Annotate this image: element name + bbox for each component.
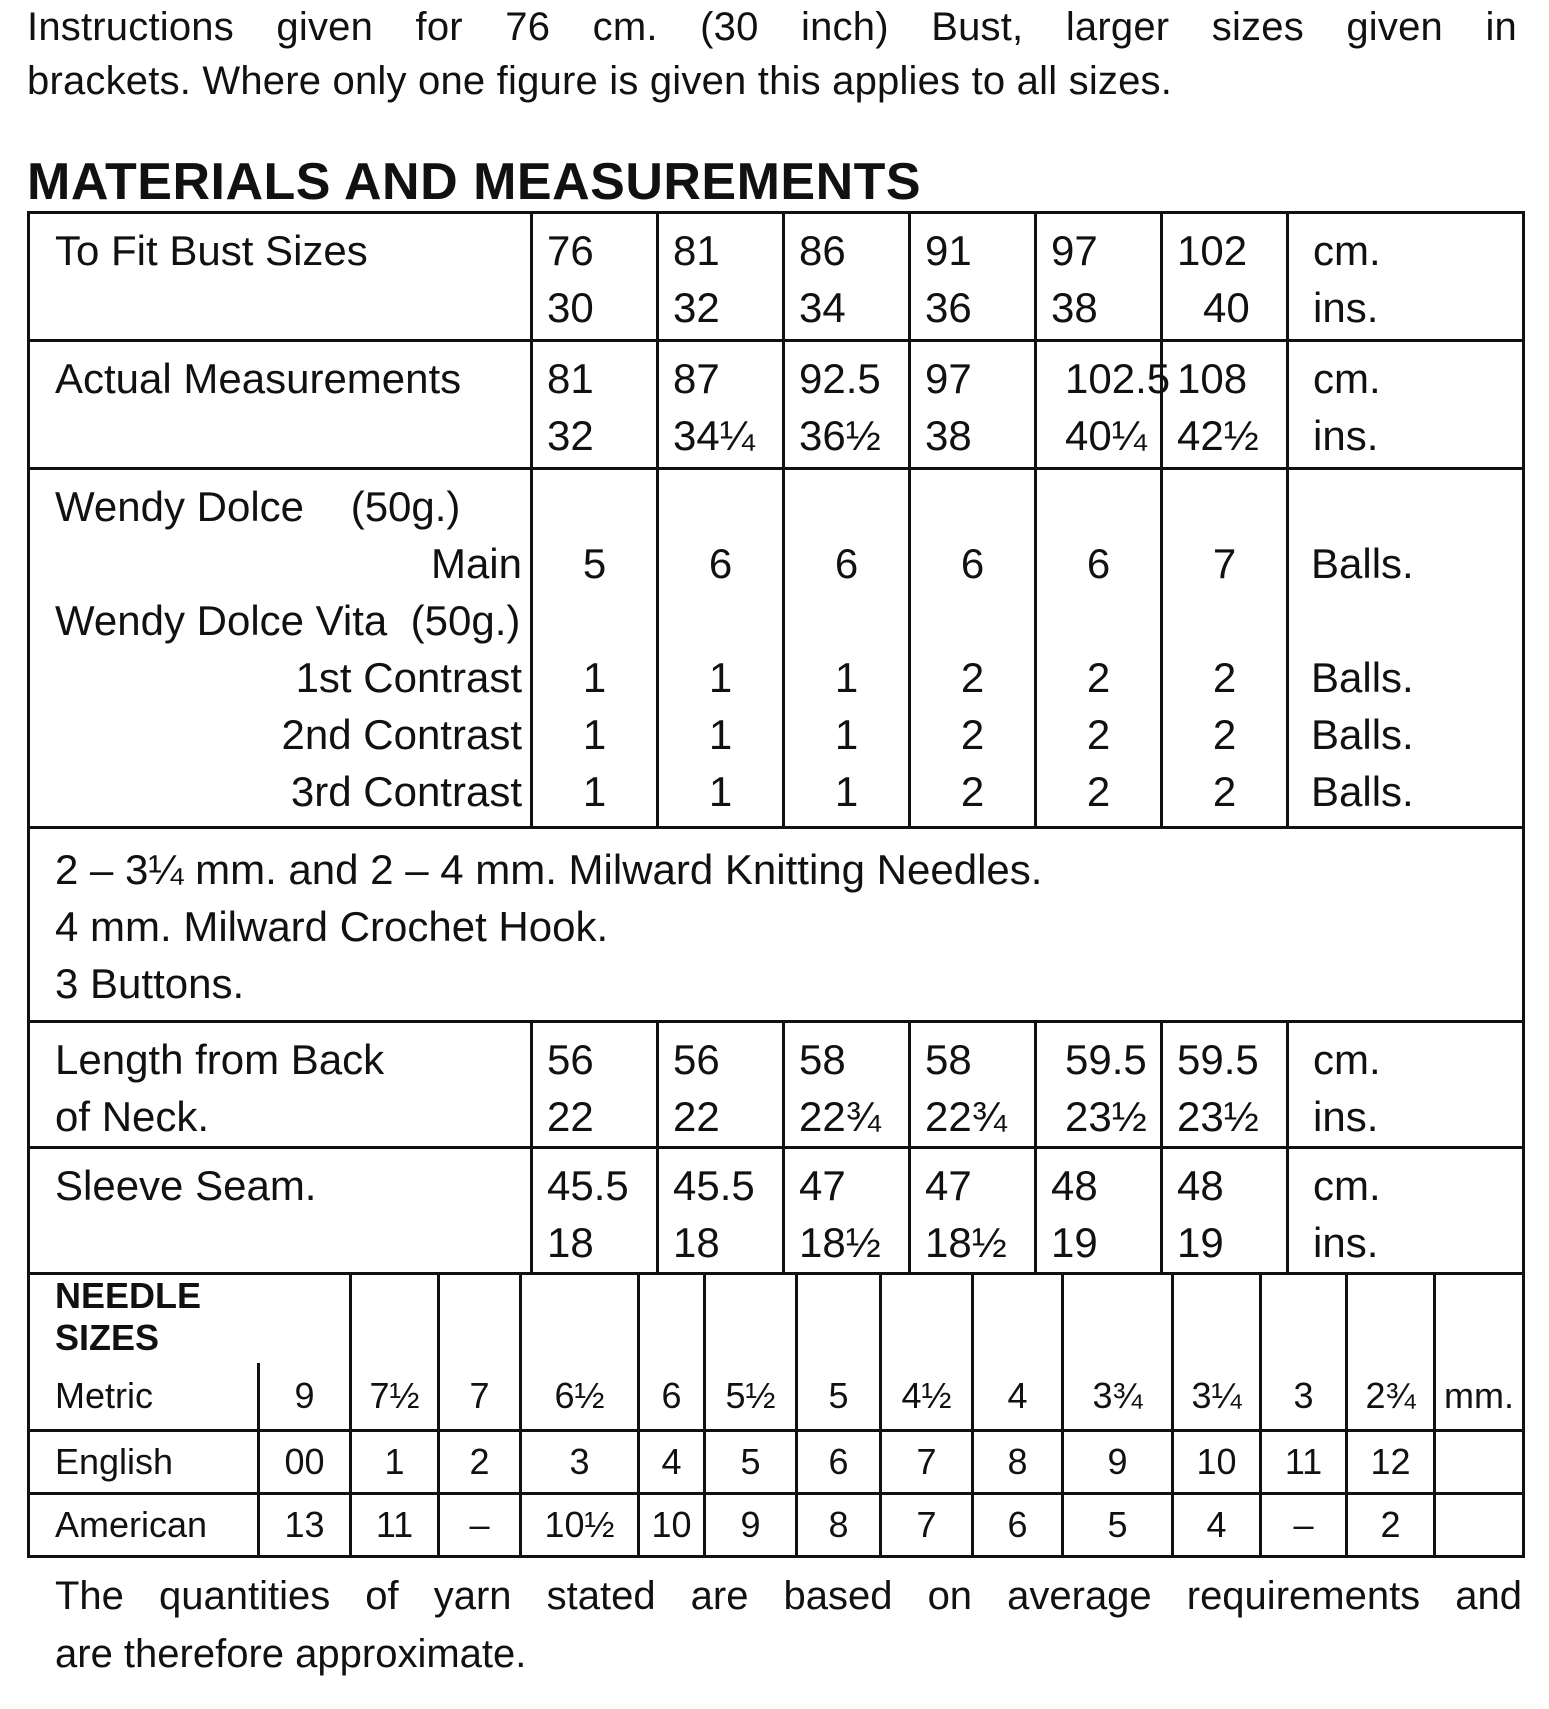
- metric-size: 7½: [351, 1363, 439, 1431]
- c3-balls: 1: [834, 768, 859, 815]
- metric-size: 4½: [881, 1363, 973, 1431]
- english-size: 12: [1347, 1431, 1435, 1494]
- metric-size: 6½: [521, 1363, 639, 1431]
- length-cm: 56: [673, 1036, 720, 1083]
- english-label: English: [29, 1431, 259, 1494]
- length-cm: 59.5: [1065, 1036, 1147, 1083]
- main-balls: 6: [1086, 540, 1111, 587]
- yarn-size-2: [658, 469, 784, 828]
- actual-size-4: [910, 341, 1036, 469]
- actual-label: Actual Measurements: [29, 341, 532, 469]
- length-ins: 22: [547, 1093, 594, 1140]
- metric-size: 3¾: [1063, 1363, 1173, 1431]
- intro-line-2: brackets. Where only one figure is given this applies to all sizes.: [27, 59, 1173, 103]
- needle-english-row: [29, 1431, 1524, 1494]
- contrast-1-label: 1st Contrast: [295, 654, 522, 701]
- length-label: [29, 1022, 532, 1148]
- actual-size-3: [784, 341, 910, 469]
- bust-cm: 91: [925, 227, 972, 274]
- needle-header-row: [29, 1274, 1524, 1364]
- balls-unit: Balls.: [1311, 711, 1414, 758]
- metric-size: 9: [259, 1363, 351, 1431]
- sleeve-size-2: [658, 1148, 784, 1274]
- english-size: 5: [705, 1431, 797, 1494]
- equipment-row: [29, 828, 1524, 1022]
- actual-row: [29, 341, 1524, 469]
- metric-size: 2¾: [1347, 1363, 1435, 1431]
- sleeve-ins: 18½: [799, 1219, 881, 1266]
- bust-label: To Fit Bust Sizes: [29, 213, 532, 341]
- actual-ins: 32: [547, 412, 594, 459]
- c1-balls: 1: [708, 654, 733, 701]
- bust-units: [1288, 213, 1524, 341]
- metric-size: 3¼: [1173, 1363, 1261, 1431]
- sleeve-ins: 18: [547, 1219, 594, 1266]
- c2-balls: 2: [960, 711, 985, 758]
- length-size-5: [1036, 1022, 1162, 1148]
- american-size: 2: [1347, 1494, 1435, 1557]
- equipment-line-2: 4 mm. Milward Crochet Hook.: [55, 903, 609, 950]
- length-units: [1288, 1022, 1524, 1148]
- bust-ins: 32: [673, 284, 720, 331]
- english-size: 11: [1261, 1431, 1347, 1494]
- actual-ins: 36½: [799, 412, 881, 459]
- c1-balls: 2: [1212, 654, 1237, 701]
- contrast-2-label: 2nd Contrast: [281, 711, 522, 758]
- yarn-size-3: [784, 469, 910, 828]
- length-label-2: of Neck.: [55, 1093, 210, 1140]
- actual-size-1: [532, 341, 658, 469]
- american-size: –: [1261, 1494, 1347, 1557]
- equipment-line-1: 2 – 3¼ mm. and 2 – 4 mm. Milward Knitting Needles.: [55, 846, 1043, 893]
- bust-ins: 38: [1051, 284, 1098, 331]
- american-size: 6: [973, 1494, 1063, 1557]
- length-label-1: Length from Back: [55, 1036, 385, 1083]
- unit-ins: ins.: [1313, 1219, 1379, 1266]
- bust-cm: 97: [1051, 227, 1098, 274]
- metric-label: Metric: [29, 1363, 259, 1431]
- length-cm: 59.5: [1177, 1036, 1259, 1083]
- bust-size-6: [1162, 213, 1288, 341]
- metric-size: 6: [639, 1363, 705, 1431]
- length-row: [29, 1022, 1524, 1148]
- vita-label: Wendy Dolce Vita: [55, 597, 388, 644]
- c1-balls: 2: [960, 654, 985, 701]
- c2-balls: 1: [834, 711, 859, 758]
- length-ins: 23½: [1177, 1093, 1259, 1140]
- needle-sizes-table: [27, 1272, 1525, 1558]
- intro-line-1: Instructions given for 76 cm. (30 inch) Bust, larger sizes given in: [27, 5, 1517, 49]
- length-size-4: [910, 1022, 1036, 1148]
- english-size: 9: [1063, 1431, 1173, 1494]
- c2-balls: 1: [582, 711, 607, 758]
- main-label: Main: [430, 540, 522, 587]
- metric-size: 5: [797, 1363, 881, 1431]
- sleeve-units: [1288, 1148, 1524, 1274]
- american-size: 5: [1063, 1494, 1173, 1557]
- actual-cm: 108: [1177, 355, 1248, 402]
- sleeve-cm: 48: [1051, 1162, 1098, 1209]
- sleeve-row: [29, 1148, 1524, 1274]
- bust-ins: 34: [799, 284, 846, 331]
- actual-size-2: [658, 341, 784, 469]
- american-size: 8: [797, 1494, 881, 1557]
- intro-text: [27, 0, 1517, 108]
- c2-balls: 1: [708, 711, 733, 758]
- yarn-size-5: [1036, 469, 1162, 828]
- english-size: 7: [881, 1431, 973, 1494]
- english-size: 00: [259, 1431, 351, 1494]
- sleeve-ins: 19: [1051, 1219, 1098, 1266]
- american-size: 13: [259, 1494, 351, 1557]
- unit-cm: cm.: [1313, 1162, 1381, 1209]
- bust-ins: 40: [1203, 284, 1250, 331]
- actual-ins: 42½: [1177, 412, 1259, 459]
- american-size: 7: [881, 1494, 973, 1557]
- bust-size-3: [784, 213, 910, 341]
- length-size-2: [658, 1022, 784, 1148]
- bust-size-4: [910, 213, 1036, 341]
- bust-size-5: [1036, 213, 1162, 341]
- sleeve-cm: 47: [799, 1162, 846, 1209]
- sleeve-ins: 19: [1177, 1219, 1224, 1266]
- unit-cm: cm.: [1313, 227, 1381, 274]
- english-size: 6: [797, 1431, 881, 1494]
- sleeve-size-1: [532, 1148, 658, 1274]
- equipment-list: [29, 828, 1524, 1022]
- yarn-units: [1288, 469, 1524, 828]
- english-size: 1: [351, 1431, 439, 1494]
- actual-size-6: [1162, 341, 1288, 469]
- c1-balls: 1: [582, 654, 607, 701]
- yarn-size-6: [1162, 469, 1288, 828]
- sleeve-ins: 18: [673, 1219, 720, 1266]
- page-title: MATERIALS AND MEASUREMENTS: [27, 153, 922, 211]
- balls-unit: Balls.: [1311, 768, 1414, 815]
- c3-balls: 2: [1086, 768, 1111, 815]
- length-cm: 58: [799, 1036, 846, 1083]
- c3-balls: 2: [1212, 768, 1237, 815]
- yarn-row: [29, 469, 1524, 828]
- english-size: 3: [521, 1431, 639, 1494]
- sleeve-ins: 18½: [925, 1219, 1007, 1266]
- sleeve-size-3: [784, 1148, 910, 1274]
- unit-cm: cm.: [1313, 355, 1381, 402]
- bust-size-2: [658, 213, 784, 341]
- length-size-6: [1162, 1022, 1288, 1148]
- american-size: 10: [639, 1494, 705, 1557]
- c2-balls: 2: [1086, 711, 1111, 758]
- c1-balls: 1: [834, 654, 859, 701]
- metric-size: 5½: [705, 1363, 797, 1431]
- main-balls: 6: [960, 540, 985, 587]
- bust-cm: 86: [799, 227, 846, 274]
- yarn-size-4: [910, 469, 1036, 828]
- metric-size: 4: [973, 1363, 1063, 1431]
- actual-size-5: [1036, 341, 1171, 469]
- metric-size: 3: [1261, 1363, 1347, 1431]
- needle-sizes-title: NEEDLE SIZES: [29, 1274, 259, 1364]
- bust-size-1: [532, 213, 658, 341]
- bust-cm: 102: [1177, 227, 1248, 274]
- c3-balls: 1: [582, 768, 607, 815]
- length-cm: 56: [547, 1036, 594, 1083]
- balls-unit: Balls.: [1311, 540, 1414, 587]
- english-size: 10: [1173, 1431, 1261, 1494]
- actual-ins: 38: [925, 412, 972, 459]
- bust-ins: 30: [547, 284, 594, 331]
- length-ins: 23½: [1065, 1093, 1147, 1140]
- c3-balls: 1: [708, 768, 733, 815]
- american-size: 10½: [521, 1494, 639, 1557]
- sleeve-size-4: [910, 1148, 1036, 1274]
- metric-size: 7: [439, 1363, 521, 1431]
- needle-american-row: [29, 1494, 1524, 1557]
- footnote-line-1: The quantities of yarn stated are based on average requirements and: [55, 1574, 1522, 1618]
- bust-ins: 36: [925, 284, 972, 331]
- c2-balls: 2: [1212, 711, 1237, 758]
- unit-ins: ins.: [1313, 1093, 1379, 1140]
- actual-units: [1288, 341, 1524, 469]
- main-balls: 6: [834, 540, 859, 587]
- american-label: American: [29, 1494, 259, 1557]
- needle-metric-row: [29, 1363, 1524, 1431]
- actual-cm: 87: [673, 355, 720, 402]
- actual-cm: 81: [547, 355, 594, 402]
- yarn-size-1: [532, 469, 658, 828]
- c3-balls: 2: [960, 768, 985, 815]
- dolce-line: [55, 478, 522, 535]
- sleeve-size-5: [1036, 1148, 1162, 1274]
- contrast-3-label: 3rd Contrast: [290, 768, 522, 815]
- actual-cm: 92.5: [799, 355, 881, 402]
- main-balls: 6: [708, 540, 733, 587]
- balls-unit: Balls.: [1311, 654, 1414, 701]
- main-balls: 7: [1212, 540, 1237, 587]
- dolce-label: Wendy Dolce: [55, 483, 305, 530]
- length-cm: 58: [925, 1036, 972, 1083]
- length-ins: 22¾: [925, 1093, 1007, 1140]
- footnote-line-2: are therefore approximate.: [55, 1632, 527, 1676]
- length-size-1: [532, 1022, 658, 1148]
- c1-balls: 2: [1086, 654, 1111, 701]
- vita-line: [55, 592, 522, 649]
- length-ins: 22¾: [799, 1093, 881, 1140]
- main-balls: 5: [582, 540, 607, 587]
- sleeve-cm: 47: [925, 1162, 972, 1209]
- bust-cm: 76: [547, 227, 594, 274]
- bust-row: [29, 213, 1524, 341]
- american-size: –: [439, 1494, 521, 1557]
- unit-ins: ins.: [1313, 412, 1379, 459]
- english-size: 2: [439, 1431, 521, 1494]
- sleeve-cm: 45.5: [673, 1162, 755, 1209]
- vita-weight: (50g.): [410, 597, 521, 644]
- sleeve-label: Sleeve Seam.: [29, 1148, 532, 1274]
- sleeve-size-6: [1162, 1148, 1288, 1274]
- american-size: 11: [351, 1494, 439, 1557]
- materials-table: [27, 211, 1525, 1275]
- dolce-weight: (50g.): [350, 483, 461, 530]
- unit-ins: ins.: [1313, 284, 1379, 331]
- actual-ins: 34¼: [673, 412, 755, 459]
- bust-cm: 81: [673, 227, 720, 274]
- yarn-labels: [29, 469, 532, 828]
- actual-ins: 40¼: [1065, 412, 1147, 459]
- length-ins: 22: [673, 1093, 720, 1140]
- american-size: 9: [705, 1494, 797, 1557]
- actual-cm: 97: [925, 355, 972, 402]
- unit-cm: cm.: [1313, 1036, 1381, 1083]
- sleeve-cm: 45.5: [547, 1162, 629, 1209]
- actual-cm: 102.5: [1065, 355, 1171, 402]
- english-size: 8: [973, 1431, 1063, 1494]
- american-size: 4: [1173, 1494, 1261, 1557]
- footnote: [55, 1567, 1522, 1683]
- length-size-3: [784, 1022, 910, 1148]
- english-size: 4: [639, 1431, 705, 1494]
- metric-unit: mm.: [1435, 1363, 1524, 1431]
- sleeve-cm: 48: [1177, 1162, 1224, 1209]
- equipment-line-3: 3 Buttons.: [55, 960, 245, 1007]
